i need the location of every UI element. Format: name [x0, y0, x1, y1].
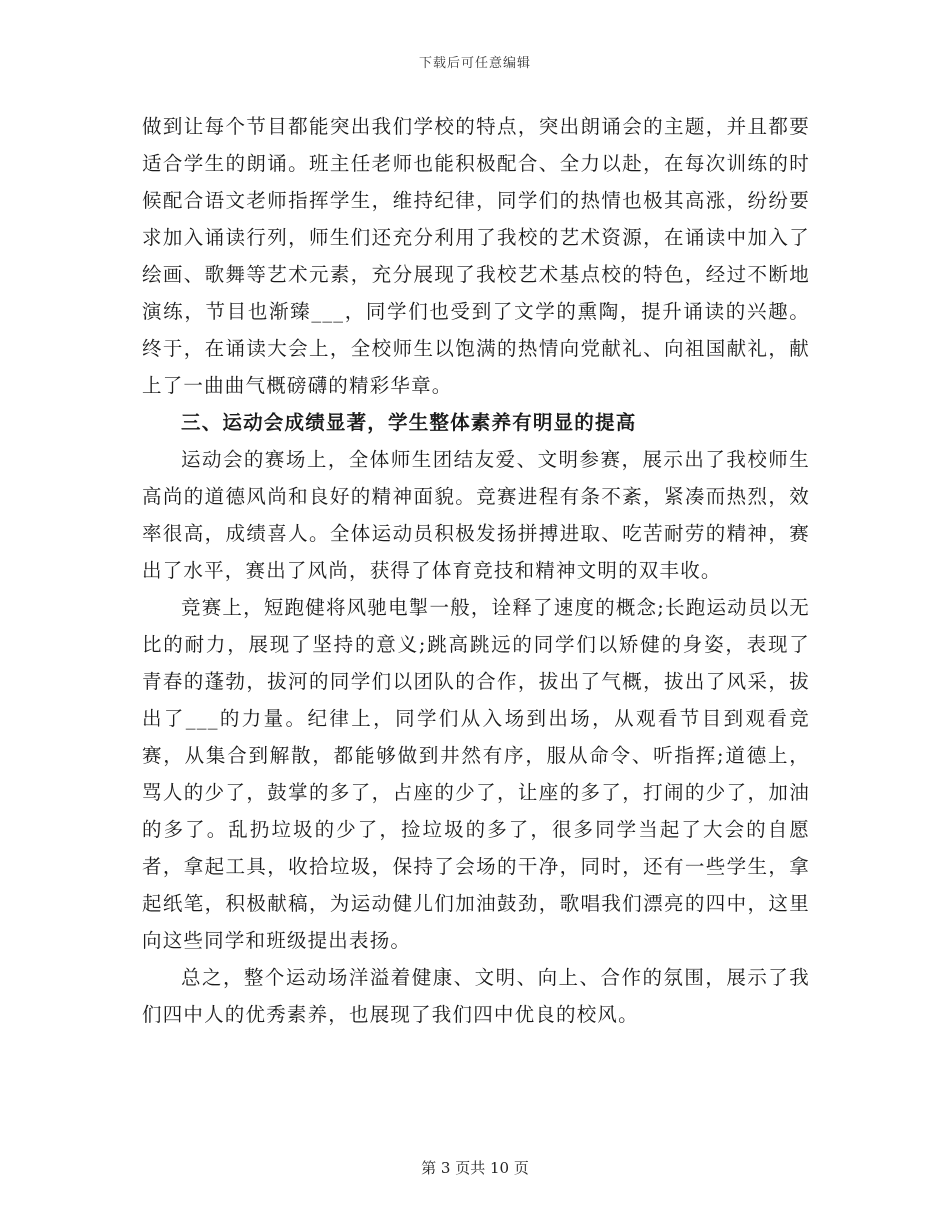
- document-body: [142, 108, 810, 1033]
- page-header-note: 下载后可任意编辑: [418, 56, 531, 71]
- paragraph-continued: 做到让每个节目都能突出我们学校的特点，突出朗诵会的主题，并且都要适合学生的朗诵。班主任老师也能积极配合、全力以赴，在每次训练的时候配合语文老师指挥学生，维持纪律，同学们的热情也极其高涨，纷纷要求加入诵读行列，师生们还充分利用了我校的艺术资源，在诵读中加入了绘画、歌舞等艺术元素，充分展现了我校艺术基点校的特色，经过不断地演练，节目也渐臻___，同学们也受到了文学的熏陶，提升诵读的兴趣。终于，在诵读大会上，全校师生以饱满的热情向党献礼、向祖国献礼，献上了一曲曲气概磅礴的精彩华章。: [142, 115, 810, 397]
- paragraph-3: 总之，整个运动场洋溢着健康、文明、向上、合作的氛围，展示了我们四中人的优秀素养，也展现了我们四中优良的校风。: [142, 966, 810, 1026]
- paragraph-1: 运动会的赛场上，全体师生团结友爱、文明参赛，展示出了我校师生高尚的道德风尚和良好的精神面貌。竞赛进程有条不紊，紧凑而热烈，效率很高，成绩喜人。全体运动员积极发扬拼搏进取、吃苦耐劳的精神，赛出了水平，赛出了风尚，获得了体育竞技和精神文明的双丰收。: [142, 448, 810, 582]
- section-heading: 三、运动会成绩显著，学生整体素养有明显的提高: [181, 411, 637, 434]
- paragraph-2: 竞赛上，短跑健将风驰电掣一般，诠释了速度的概念;长跑运动员以无比的耐力，展现了坚持的意义;跳高跳远的同学们以矫健的身姿，表现了青春的蓬勃，拔河的同学们以团队的合作，拔出了气概，拔出了风采，拔出了___的力量。纪律上，同学们从入场到出场，从观看节目到观看竞赛，从集合到解散，都能够做到井然有序，服从命令、听指挥;道德上，骂人的少了，鼓掌的多了，占座的少了，让座的多了，打闹的少了，加油的多了。乱扔垃圾的少了，捡垃圾的多了，很多同学当起了大会的自愿者，拿起工具，收拾垃圾，保持了会场的干净，同时，还有一些学生，拿起纸笔，积极献稿，为运动健儿们加油鼓劲，歌唱我们漂亮的四中，这里向这些同学和班级提出表扬。: [142, 596, 810, 952]
- page-number: 第 3 页共 10 页: [421, 1159, 529, 1177]
